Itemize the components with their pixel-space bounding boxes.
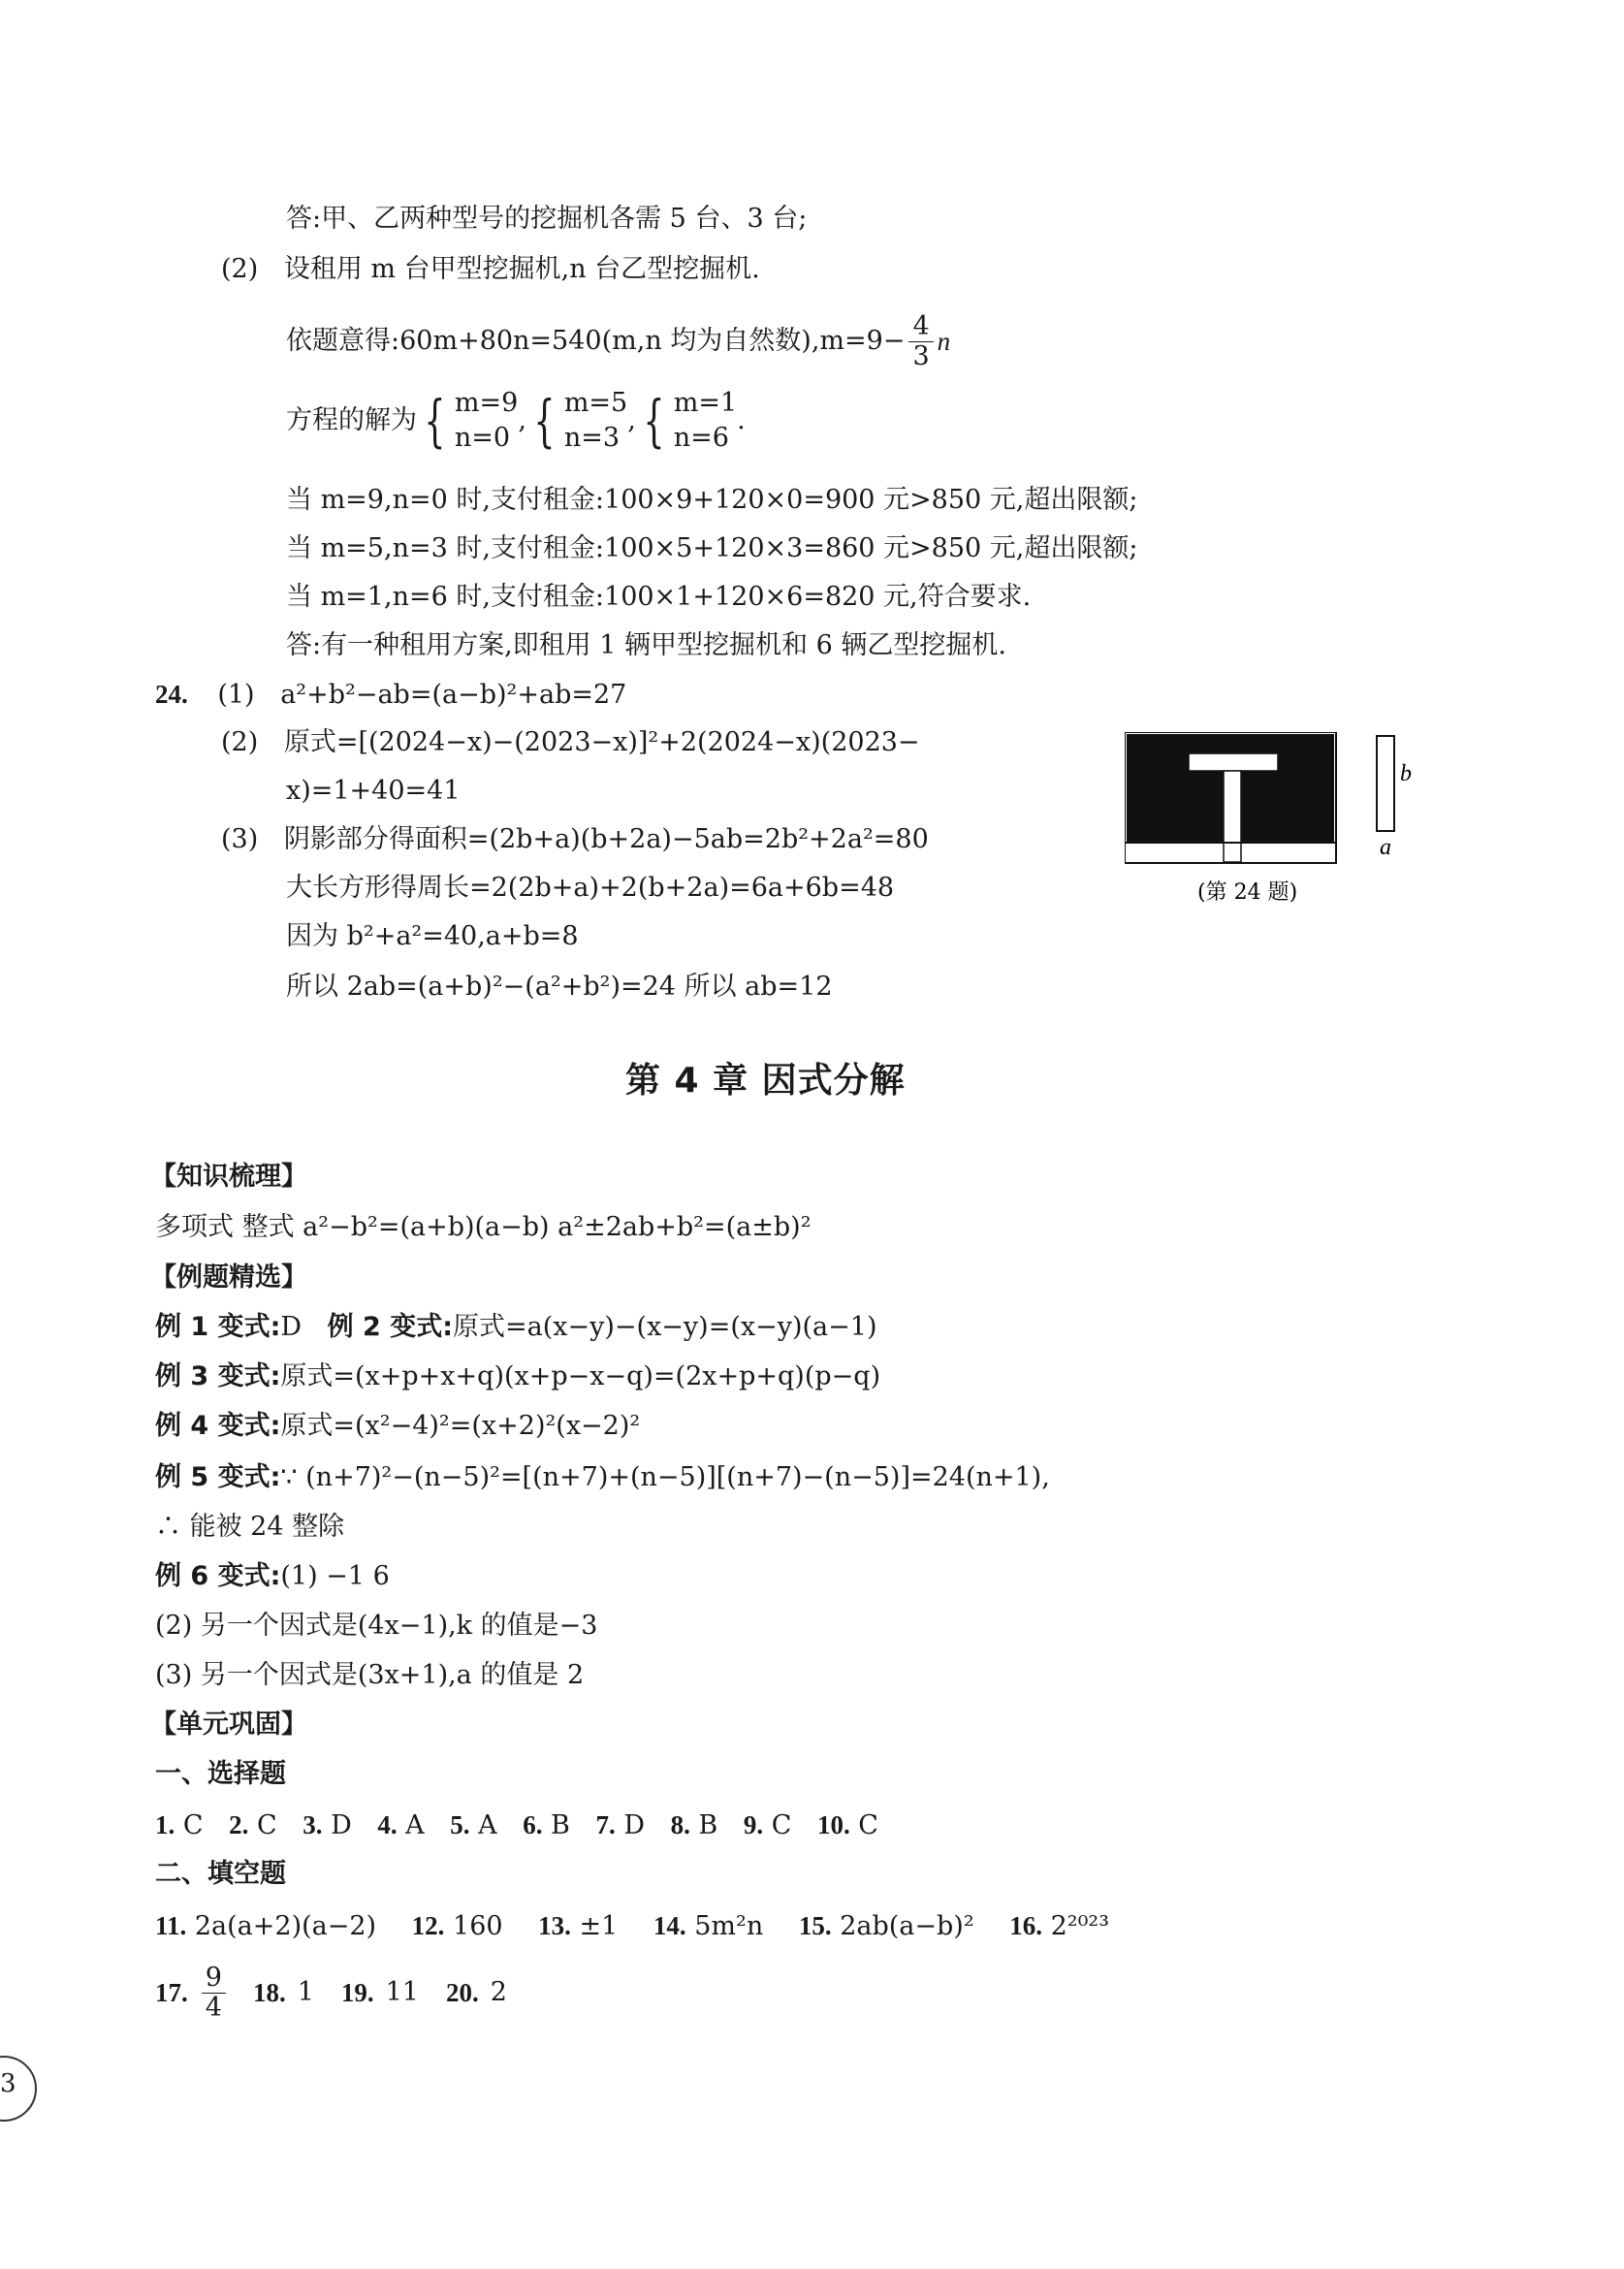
solution-2-m: m=5 bbox=[563, 388, 628, 418]
q23-answer1: 答:甲、乙两种型号的挖掘机各需 5 台、3 台; bbox=[286, 204, 808, 234]
example-4 bbox=[155, 1411, 640, 1442]
figure-caption: (第 24 题) bbox=[1197, 880, 1298, 905]
ex3-label: 例 3 变式: bbox=[155, 1361, 281, 1391]
fill-13: 13. ±1 bbox=[538, 1911, 619, 1941]
q23-eq-frac-den: 3 bbox=[912, 340, 930, 371]
unit-header: 【单元巩固】 bbox=[150, 1710, 307, 1740]
fill-15: 15. 2ab(a−b)² bbox=[798, 1911, 974, 1941]
solution-3-m: m=1 bbox=[673, 388, 738, 418]
example-3 bbox=[155, 1361, 880, 1392]
ex2-label: 例 2 变式: bbox=[327, 1312, 454, 1342]
knowledge-header: 【知识梳理】 bbox=[150, 1162, 307, 1192]
choice-5: 5. A bbox=[450, 1810, 497, 1840]
q23-solutions-prefix: 方程的解为 bbox=[286, 405, 417, 436]
q17-fraction bbox=[202, 1964, 226, 2022]
solution-2-n: n=3 bbox=[563, 423, 621, 454]
knowledge-text: 多项式 整式 a²−b²=(a+b)(a−b) a²±2ab+b²=(a±b)² bbox=[155, 1212, 812, 1242]
solution-1-n: n=0 bbox=[454, 423, 511, 454]
page-number: 3 bbox=[0, 2069, 16, 2098]
q24-p1-label: (1) bbox=[217, 680, 255, 710]
q17-num: 9 bbox=[202, 1964, 226, 1994]
q24-part1 bbox=[155, 679, 626, 711]
q24-number: 24. bbox=[155, 680, 188, 709]
q24-p2-line1: 原式=[(2024−x)−(2023−x)]²+2(2024−x)(2023− bbox=[283, 727, 920, 757]
choice-answers bbox=[155, 1809, 896, 1841]
q17-den: 4 bbox=[205, 1992, 222, 2023]
choice-7: 7. D bbox=[595, 1810, 645, 1840]
ex5-line2: ∴ 能被 24 整除 bbox=[155, 1512, 345, 1542]
q23-part2-label: (2) bbox=[221, 254, 259, 284]
q24-p2-line2: x)=1+40=41 bbox=[286, 776, 461, 806]
ex5-value: ∵ (n+7)²−(n−5)²=[(n+7)+(n−5)][(n+7)−(n−5)]=24(n+1), bbox=[280, 1462, 1050, 1492]
q19-answer: 11 bbox=[385, 1976, 419, 2007]
q24-p2-label: (2) bbox=[221, 727, 259, 757]
fill-answers-row2 bbox=[155, 1964, 507, 2022]
example-6 bbox=[155, 1561, 390, 1592]
choice-4: 4. A bbox=[377, 1810, 425, 1840]
q23-eq-suffix: n bbox=[937, 326, 951, 356]
fill-11: 11. 2a(a+2)(a−2) bbox=[155, 1911, 377, 1941]
q18-answer: 1 bbox=[297, 1976, 314, 2007]
q18-number: 18. bbox=[252, 1977, 286, 2007]
q17-number: 17. bbox=[155, 1977, 188, 2007]
solution-1-m: m=9 bbox=[454, 388, 519, 418]
chapter-title: 第 4 章 因式分解 bbox=[625, 1061, 906, 1101]
q23-equation bbox=[286, 312, 950, 370]
q24-part3 bbox=[221, 824, 929, 855]
ex6-line3: (3) 另一个因式是(3x+1),a 的值是 2 bbox=[155, 1660, 585, 1690]
q23-case3: 当 m=1,n=6 时,支付租金:100×1+120×6=820 元,符合要求. bbox=[286, 582, 1032, 612]
q24-p3-line2: 大长方形得周长=2(2b+a)+2(b+2a)=6a+6b=48 bbox=[286, 873, 895, 903]
q23-answer2: 答:有一种租用方案,即租用 1 辆甲型挖掘机和 6 辆乙型挖掘机. bbox=[286, 630, 1006, 660]
ex5-label: 例 5 变式: bbox=[155, 1462, 281, 1492]
solution-system-3: { m=1 n=6 bbox=[636, 386, 737, 457]
choice-6: 6. B bbox=[523, 1810, 570, 1840]
ex6-value: (1) −1 6 bbox=[280, 1561, 390, 1591]
fill-16: 16. 2²⁰²³ bbox=[1009, 1911, 1110, 1941]
q23-eq-prefix: 依题意得: bbox=[286, 325, 400, 356]
choice-8: 8. B bbox=[670, 1810, 718, 1840]
q23-part2 bbox=[221, 254, 760, 285]
ex3-value: 原式=(x+p+x+q)(x+p−x−q)=(2x+p+q)(p−q) bbox=[280, 1361, 881, 1391]
fill-answers bbox=[155, 1910, 1127, 1942]
fill-header: 二、填空题 bbox=[155, 1859, 286, 1889]
q24-p3-line1: 阴影部分得面积=(2b+a)(b+2a)−5ab=2b²+2a²=80 bbox=[283, 824, 929, 854]
q24-p3-line4: 所以 2ab=(a+b)²−(a²+b²)=24 所以 ab=12 bbox=[286, 972, 833, 1002]
solution-3-n: n=6 bbox=[673, 423, 729, 454]
q23-eq-body: 60m+80n=540(m,n 均为自然数),m=9− bbox=[399, 325, 906, 356]
q24-p3-line3: 因为 b²+a²=40,a+b=8 bbox=[286, 921, 579, 951]
ex6-line2: (2) 另一个因式是(4x−1),k 的值是−3 bbox=[155, 1611, 598, 1641]
choice-9: 9. C bbox=[743, 1810, 792, 1840]
fill-14: 14. 5m²n bbox=[653, 1911, 764, 1941]
ex4-value: 原式=(x²−4)²=(x+2)²(x−2)² bbox=[280, 1411, 641, 1441]
q20-number: 20. bbox=[445, 1977, 479, 2007]
choice-1: 1. C bbox=[155, 1810, 204, 1840]
q23-case1: 当 m=9,n=0 时,支付租金:100×9+120×0=900 元>850 元,超出限额; bbox=[286, 485, 1138, 515]
choice-3: 3. D bbox=[303, 1810, 352, 1840]
q23-part2-text: 设租用 m 台甲型挖掘机,n 台乙型挖掘机. bbox=[283, 254, 760, 284]
q24-p1: a²+b²−ab=(a−b)²+ab=27 bbox=[280, 680, 627, 710]
figure-label-a: a bbox=[1380, 835, 1391, 860]
solution-system-1: { m=9 n=0 bbox=[417, 386, 518, 457]
solution-system-2: { m=5 n=3 bbox=[526, 386, 627, 457]
figure-white-horizontal-rect bbox=[1189, 753, 1278, 771]
q20-answer: 2 bbox=[490, 1976, 507, 2007]
q23-solutions: 方程的解为 { m=9 n=0 , { m=5 n=3 , { m=1 n=6 . bbox=[286, 386, 746, 457]
examples-header: 【例题精选】 bbox=[150, 1262, 307, 1293]
q23-eq-fraction bbox=[908, 312, 933, 370]
q19-number: 19. bbox=[340, 1977, 374, 2007]
fill-12: 12. 160 bbox=[411, 1911, 503, 1941]
ex6-label: 例 6 变式: bbox=[155, 1561, 281, 1591]
choice-10: 10. C bbox=[816, 1810, 878, 1840]
q24-part2 bbox=[221, 727, 920, 758]
example-1-2 bbox=[155, 1312, 876, 1343]
ex1-label: 例 1 变式: bbox=[155, 1312, 281, 1342]
ex1-value: D bbox=[280, 1312, 303, 1342]
ex4-label: 例 4 变式: bbox=[155, 1411, 281, 1441]
figure-small-rect bbox=[1377, 736, 1394, 831]
q24-figure bbox=[1125, 732, 1435, 916]
q23-eq-frac-num: 4 bbox=[908, 312, 933, 342]
figure-label-b: b bbox=[1400, 761, 1412, 786]
figure-white-vertical-rect bbox=[1224, 771, 1241, 862]
q23-case2: 当 m=5,n=3 时,支付租金:100×5+120×3=860 元>850 元,超出限额; bbox=[286, 533, 1138, 563]
q24-p3-label: (3) bbox=[221, 824, 259, 854]
ex2-value: 原式=a(x−y)−(x−y)=(x−y)(a−1) bbox=[453, 1312, 877, 1342]
choice-2: 2. C bbox=[229, 1810, 277, 1840]
example-5 bbox=[155, 1462, 1050, 1493]
choice-header: 一、选择题 bbox=[155, 1759, 286, 1789]
